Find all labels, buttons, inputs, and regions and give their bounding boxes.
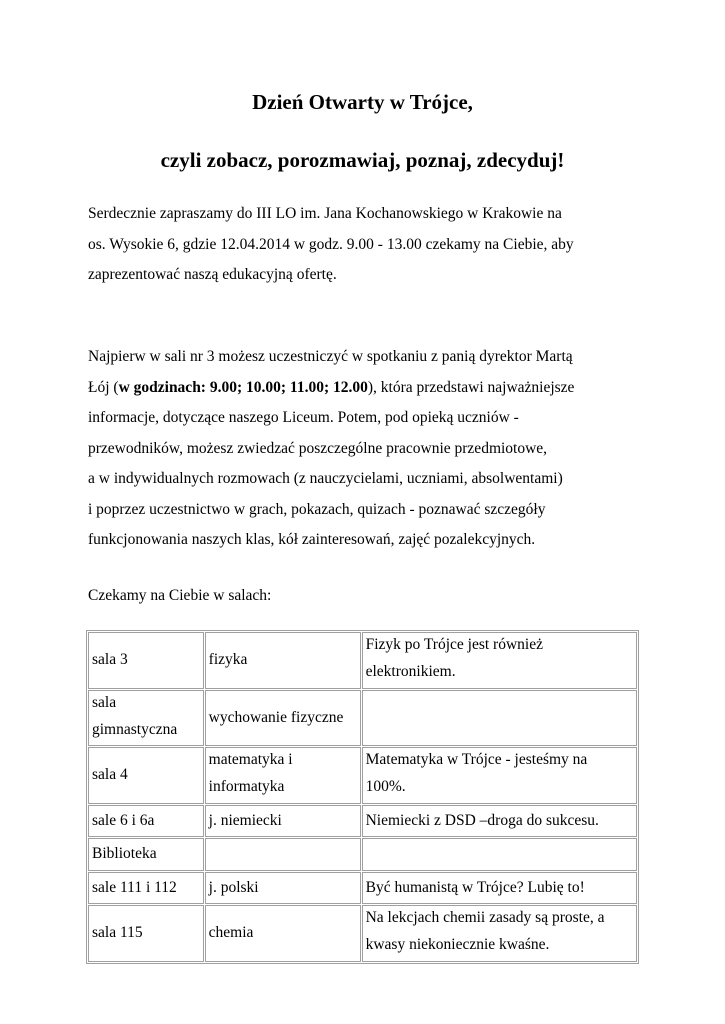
subject-cell xyxy=(205,690,361,747)
room-cell xyxy=(88,872,204,905)
halls-lead: Czekamy na Ciebie w salach: xyxy=(88,587,272,604)
table-row xyxy=(88,690,637,747)
note-cell xyxy=(362,632,637,689)
note-cell-line: elektronikiem. xyxy=(365,663,456,680)
body-paragraph xyxy=(88,342,648,556)
table-row xyxy=(88,872,637,905)
room-cell-line: sale 6 i 6a xyxy=(92,811,155,829)
intro-line: Serdecznie zapraszamy do III LO im. Jana Kochanowskiego w Krakowie na xyxy=(88,205,562,222)
room-cell xyxy=(88,690,204,747)
intro-line: os. Wysokie 6, gdzie 12.04.2014 w godz. 9.00 - 13.00 czekamy na Ciebie, aby xyxy=(88,235,574,253)
table-row xyxy=(88,838,637,871)
subject-cell-line: informatyka xyxy=(208,778,285,795)
subject-cell xyxy=(205,632,361,689)
body-text: ), która przedstawi najważniejsze xyxy=(367,378,575,396)
body-line: a w indywidualnych rozmowach (z nauczycielami, uczniami, absolwentami) xyxy=(88,470,563,487)
subject-cell-line: fizyka xyxy=(208,651,248,668)
subject-cell-line: j. polski xyxy=(208,878,259,896)
body-line xyxy=(88,373,648,404)
room-cell-line: sale 111 i 112 xyxy=(92,878,177,896)
note-cell xyxy=(362,838,637,871)
body-rest xyxy=(88,403,648,556)
body-line: przewodników, możesz zwiedzać poszczególne pracownie przedmiotowe, xyxy=(88,439,548,457)
subject-cell-line: matematyka i xyxy=(208,751,293,768)
document-title: Dzień Otwarty w Trójce, xyxy=(252,90,473,114)
note-cell-line: Matematyka w Trójce - jesteśmy na xyxy=(365,751,588,768)
note-cell xyxy=(362,805,637,838)
intro-paragraph xyxy=(88,199,648,291)
subject-cell-line: j. niemiecki xyxy=(208,811,282,829)
room-cell-line: sala 4 xyxy=(92,766,128,783)
body-line: informacje, dotyczące naszego Liceum. Potem, pod opieką uczniów - xyxy=(88,409,519,426)
note-cell xyxy=(362,690,637,747)
subject-cell-line: wychowanie fizyczne xyxy=(208,708,344,726)
room-cell xyxy=(88,747,204,804)
note-cell-line: Być humanistą w Trójce? Lubię to! xyxy=(365,878,585,896)
subject-cell xyxy=(205,872,361,905)
body-line: Najpierw w sali nr 3 możesz uczestniczyć w spotkaniu z panią dyrektor Martą xyxy=(88,348,573,365)
note-cell xyxy=(362,872,637,905)
subject-cell xyxy=(205,747,361,804)
document-subtitle: czyli zobacz, porozmawiaj, poznaj, zdecyduj! xyxy=(160,148,565,172)
intro-line: zaprezentować naszą edukacyjną ofertę. xyxy=(88,266,337,283)
note-cell-line: Fizyk po Trójce jest również xyxy=(365,636,543,653)
subject-cell xyxy=(205,838,361,871)
room-cell-line: sala 115 xyxy=(92,924,143,941)
body-line: funkcjonowania naszych klas, kół zainteresowań, zajęć pozalekcyjnych. xyxy=(88,531,536,548)
note-cell-line: Na lekcjach chemii zasady są proste, a xyxy=(365,909,605,926)
room-cell xyxy=(88,632,204,689)
room-cell xyxy=(88,905,204,962)
table-row xyxy=(88,747,637,804)
body-text: Łój ( xyxy=(88,378,119,396)
note-cell xyxy=(362,747,637,804)
room-cell xyxy=(88,838,204,871)
note-cell-line: Niemiecki z DSD –droga do sukcesu. xyxy=(365,811,599,829)
room-cell-line: gimnastyczna xyxy=(92,720,178,738)
table-row xyxy=(88,805,637,838)
room-cell-line: sala 3 xyxy=(92,651,128,668)
room-cell-line: Biblioteka xyxy=(92,845,157,862)
note-cell-line: 100%. xyxy=(365,778,406,795)
note-cell xyxy=(362,905,637,962)
hours-highlight: w godzinach: 9.00; 10.00; 11.00; 12.00 xyxy=(118,378,368,396)
room-cell xyxy=(88,805,204,838)
subject-cell xyxy=(205,905,361,962)
table-row xyxy=(88,905,637,962)
subject-cell-line: chemia xyxy=(208,924,254,941)
halls-table xyxy=(86,630,639,964)
note-cell-line: kwasy niekoniecznie kwaśne. xyxy=(365,936,550,953)
room-cell-line: sala xyxy=(92,693,117,711)
subject-cell xyxy=(205,805,361,838)
table-row xyxy=(88,632,637,689)
body-line: i poprzez uczestnictwo w grach, pokazach, quizach - poznawać szczegóły xyxy=(88,500,546,518)
